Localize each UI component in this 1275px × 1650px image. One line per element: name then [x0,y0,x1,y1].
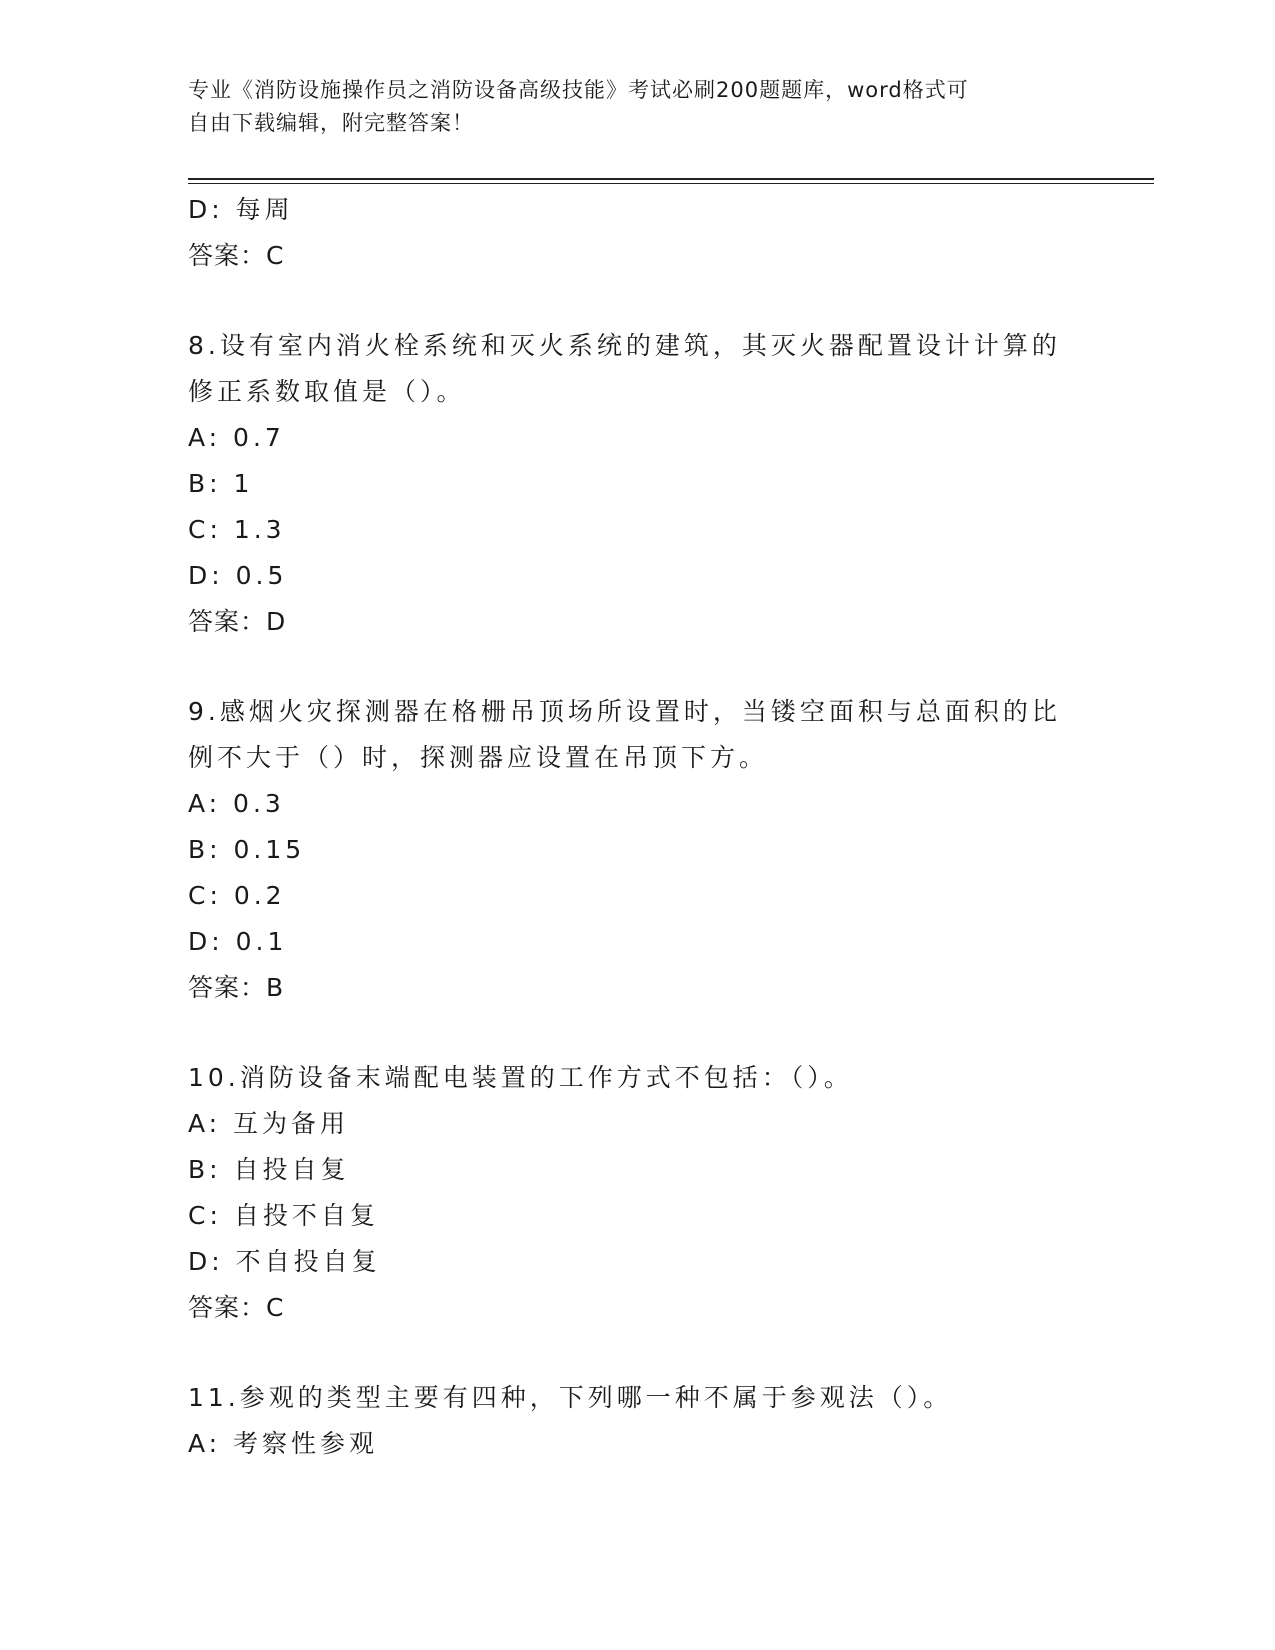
question-10-answer: 答案：C [188,1293,285,1322]
question-11 [188,1375,1068,1467]
question-9-option-a: A: 0.3 [188,789,285,818]
prev-question-option-d: D: 每周 [188,195,294,224]
question-10-option-c: C: 自投不自复 [188,1201,379,1230]
question-9 [188,689,1068,1011]
question-9-option-c: C: 0.2 [188,881,286,910]
question-8-text-line-1: 8.设有室内消火栓系统和灭火系统的建筑，其灭火器配置设计计算的 [188,331,1061,360]
header-divider-thick [188,178,1154,180]
question-9-answer: 答案：B [188,973,285,1002]
header-divider-thin [188,183,1154,184]
question-8-answer: 答案：D [188,607,287,636]
question-11-text-line-1: 11.参观的类型主要有四种，下列哪一种不属于参观法（）。 [188,1383,953,1412]
question-9-option-d: D: 0.1 [188,927,288,956]
question-11-option-a: A: 考察性参观 [188,1429,379,1458]
header-title-line-2: 自由下载编辑，附完整答案！ [188,111,474,135]
question-8-option-c: C: 1.3 [188,515,286,544]
question-10-option-b: B: 自投自复 [188,1155,350,1184]
prev-question-answer: 答案：C [188,241,285,270]
header-title-line-1: 专业《消防设施操作员之消防设备高级技能》考试必刷200题题库，word格式可 [188,78,969,102]
question-8-text-line-2: 修正系数取值是（）。 [188,377,466,406]
question-10 [188,1055,1068,1331]
question-9-text-line-1: 9.感烟火灾探测器在格栅吊顶场所设置时，当镂空面积与总面积的比 [188,697,1061,726]
document-header [188,74,1088,140]
question-8 [188,323,1068,645]
question-10-option-a: A: 互为备用 [188,1109,350,1138]
question-list [188,187,1068,1467]
question-10-option-d: D: 不自投自复 [188,1247,381,1276]
question-9-option-b: B: 0.15 [188,835,306,864]
question-9-text-line-2: 例不大于（）时，探测器应设置在吊顶下方。 [188,743,769,772]
question-8-option-a: A: 0.7 [188,423,285,452]
question-8-option-b: B: 1 [188,469,254,498]
question-8-option-d: D: 0.5 [188,561,288,590]
question-10-text-line-1: 10.消防设备末端配电装置的工作方式不包括：（）。 [188,1063,853,1092]
